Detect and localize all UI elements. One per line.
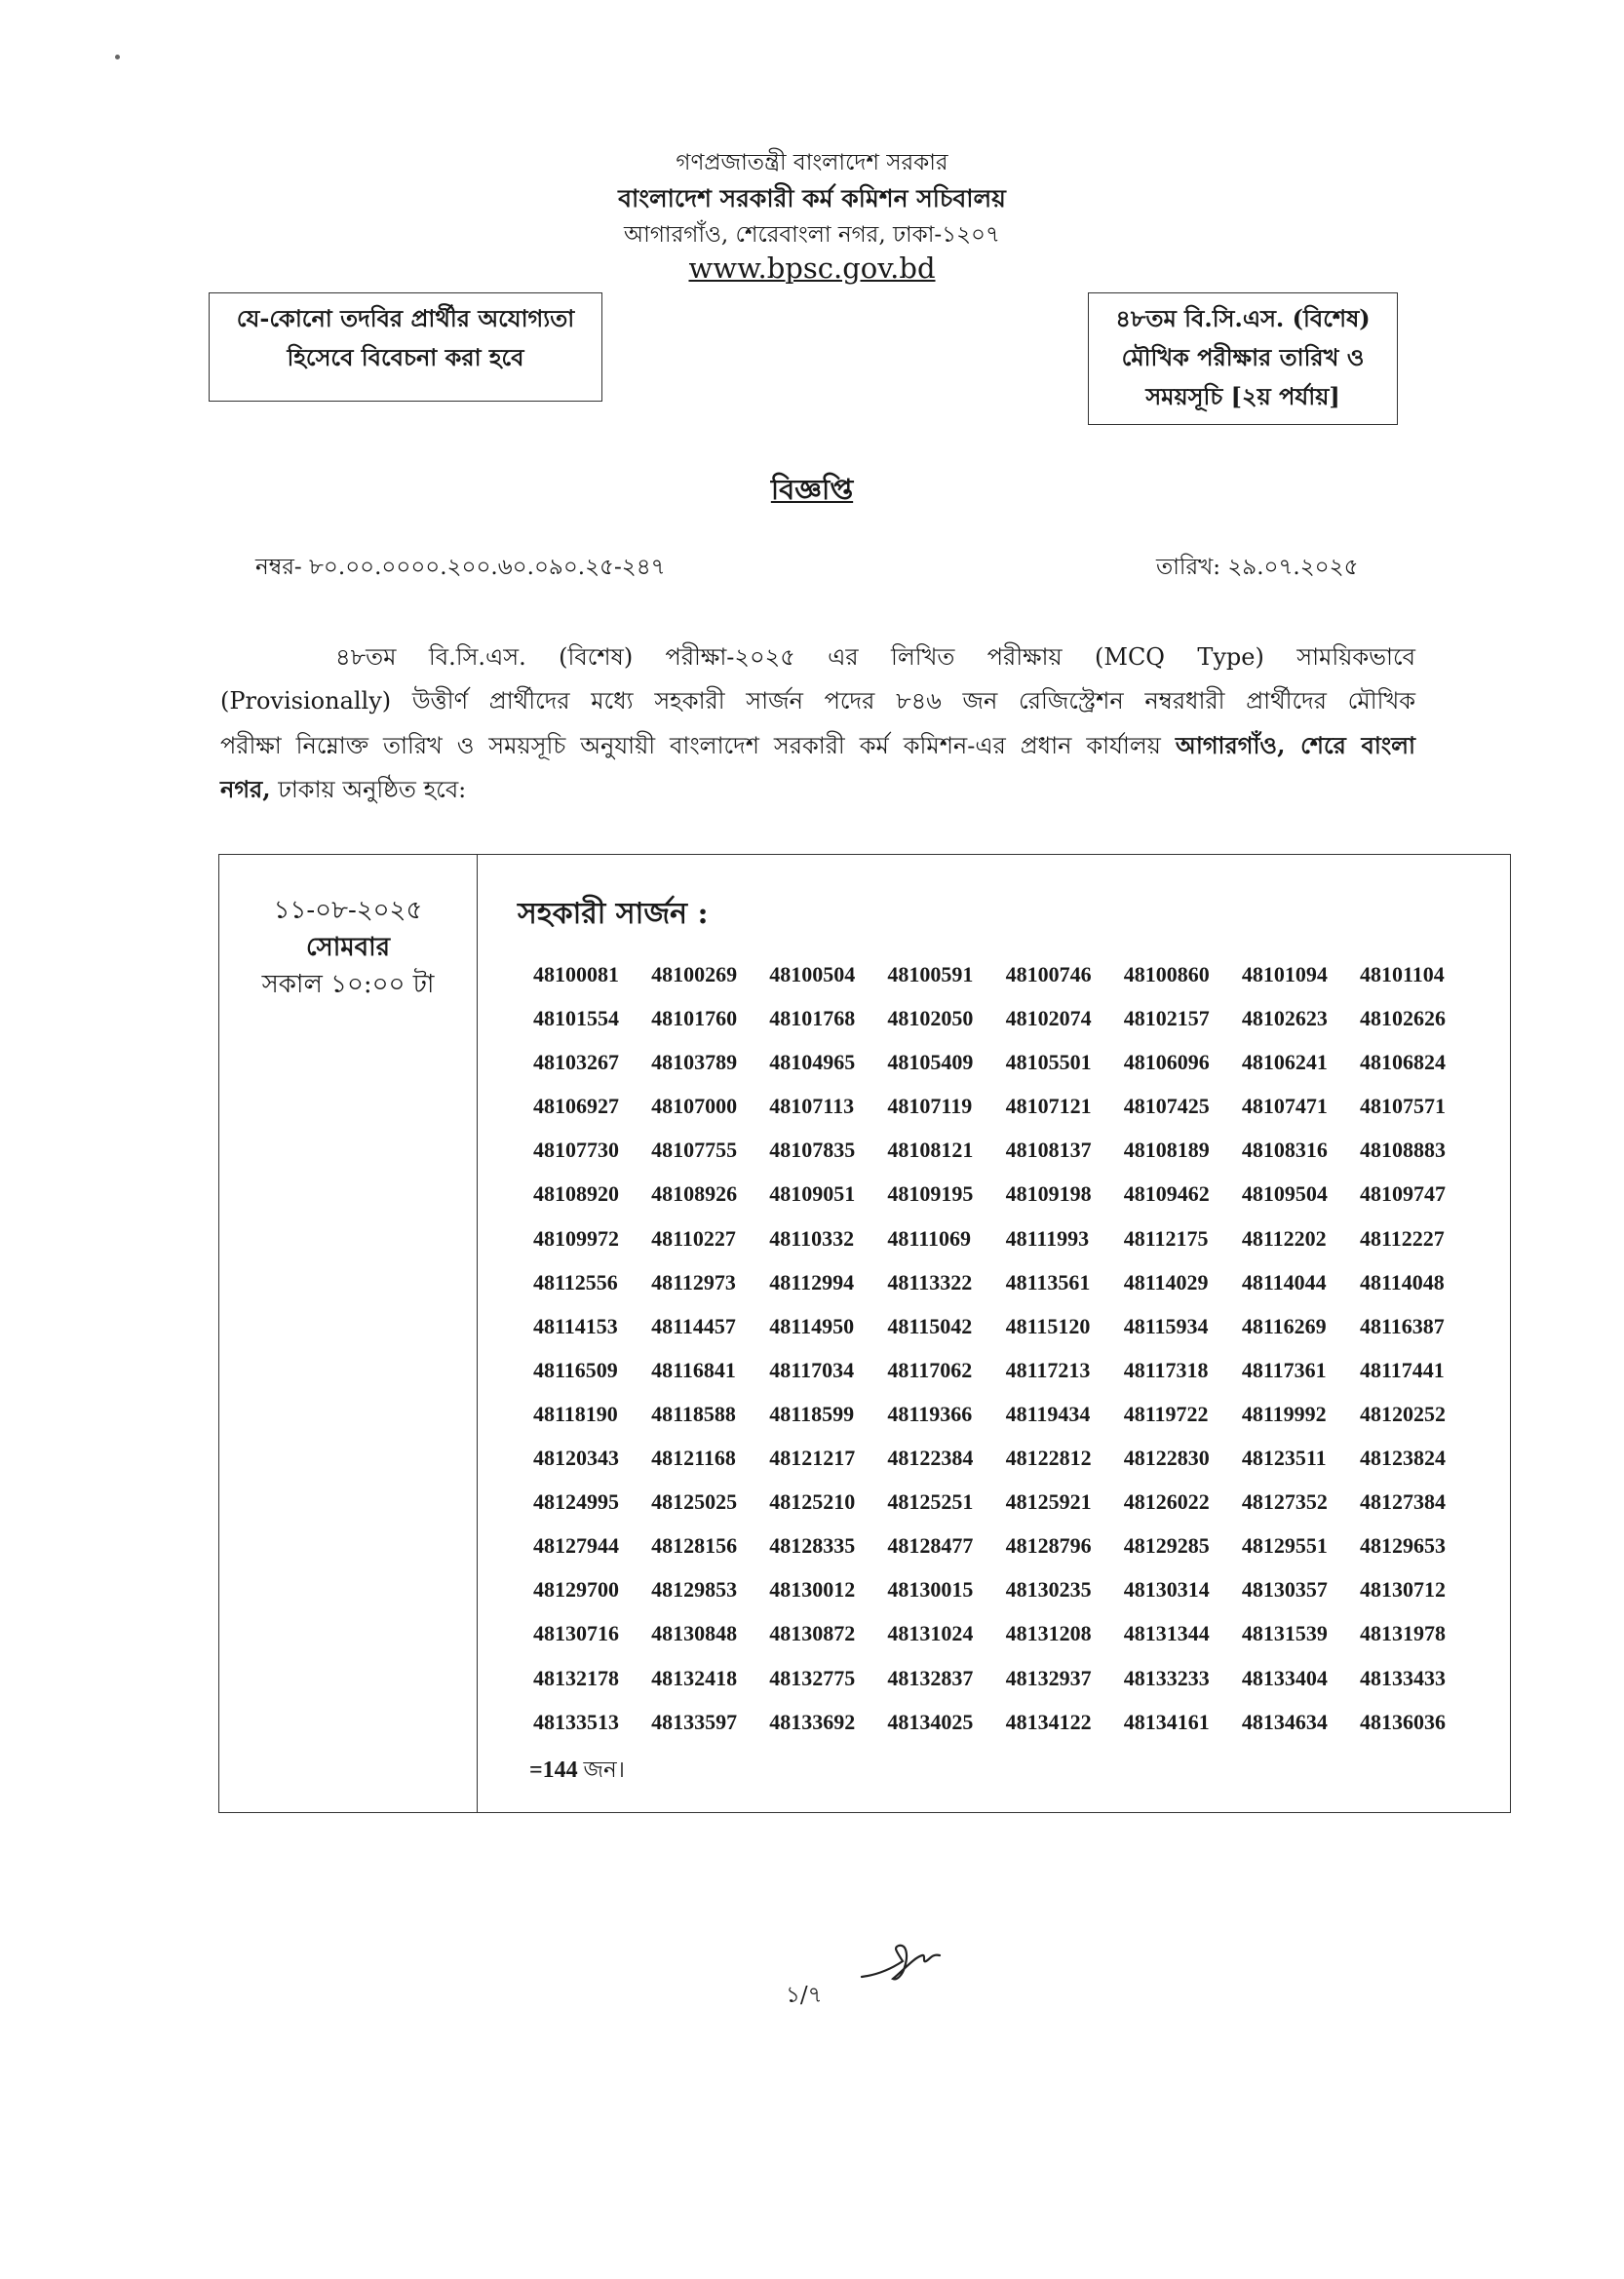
reg-number: 48113561	[1005, 1269, 1091, 1294]
reg-number: 48120252	[1359, 1401, 1446, 1426]
warning-line-1: যে-কোনো তদবির প্রার্থীর অযোগ্যতা	[236, 304, 575, 332]
reg-number-row	[533, 1392, 1473, 1436]
reg-number: 48125210	[769, 1489, 856, 1515]
reg-number: 48101554	[533, 1006, 619, 1031]
reg-number: 48133513	[533, 1709, 619, 1734]
reg-number: 48115934	[1123, 1313, 1209, 1338]
reg-number: 48109504	[1241, 1181, 1328, 1207]
reg-number: 48106241	[1241, 1050, 1328, 1075]
reg-number: 48130848	[651, 1621, 738, 1646]
reg-number: 48102157	[1123, 1006, 1210, 1031]
reg-number: 48133433	[1359, 1665, 1446, 1690]
reg-number-row	[533, 1524, 1473, 1567]
schedule-table	[218, 854, 1511, 1813]
reg-number: 48105501	[1005, 1050, 1092, 1075]
reg-number: 48108137	[1005, 1138, 1092, 1163]
reg-number: 48109972	[533, 1225, 619, 1251]
reg-number: 48127384	[1359, 1489, 1446, 1515]
reg-number: 48114950	[769, 1313, 855, 1338]
reg-number-row	[533, 1128, 1473, 1172]
reg-number: 48103789	[651, 1050, 738, 1075]
reg-number: 48134161	[1123, 1709, 1210, 1734]
reg-number-row	[533, 952, 1473, 996]
total-suffix: জন।	[583, 1758, 625, 1782]
schedule-cell	[219, 892, 477, 1003]
reg-number: 48107730	[533, 1138, 619, 1163]
reg-number: 48121217	[769, 1446, 856, 1471]
reg-number: 48111993	[1005, 1225, 1090, 1251]
reg-number: 48102626	[1359, 1006, 1446, 1031]
reg-number: 48123824	[1359, 1446, 1446, 1471]
reg-number: 48100081	[533, 962, 619, 986]
reg-number: 48109462	[1123, 1181, 1210, 1207]
reg-number-row	[533, 1480, 1473, 1524]
reg-number: 48106824	[1359, 1050, 1446, 1075]
reg-number: 48107000	[651, 1094, 738, 1119]
reg-number: 48117062	[887, 1357, 973, 1382]
paragraph-line-4-bold: নগর,	[220, 775, 271, 803]
reg-number: 48130712	[1359, 1577, 1446, 1603]
reg-number: 48107119	[887, 1094, 973, 1119]
reg-number: 48126022	[1123, 1489, 1210, 1515]
reg-number: 48107425	[1123, 1094, 1210, 1119]
reg-number: 48112175	[1123, 1225, 1209, 1251]
reg-number: 48100860	[1123, 962, 1210, 986]
reg-number: 48129551	[1241, 1533, 1328, 1559]
reg-number: 48128796	[1005, 1533, 1092, 1559]
notice-date: তারিখ: ২৯.০৭.২০২৫	[1156, 555, 1359, 580]
reg-number: 48117441	[1359, 1357, 1445, 1382]
reg-number: 48132837	[887, 1665, 974, 1690]
reg-number-row	[533, 1656, 1473, 1700]
paragraph-line-3	[220, 723, 1415, 767]
reg-number: 48101760	[651, 1006, 738, 1031]
reg-number: 48125251	[887, 1489, 974, 1515]
reg-number: 48134122	[1005, 1709, 1092, 1734]
reg-number: 48116841	[651, 1357, 736, 1382]
reg-number: 48112973	[651, 1269, 736, 1294]
warning-line-2: হিসেবে বিবেচনা করা হবে	[287, 343, 524, 371]
reg-number: 48117034	[769, 1357, 855, 1382]
reg-number: 48128335	[769, 1533, 856, 1559]
reg-number: 48101104	[1359, 962, 1445, 986]
reg-number: 48103267	[533, 1050, 619, 1075]
reg-number: 48125921	[1005, 1489, 1092, 1515]
reg-number: 48130872	[769, 1621, 856, 1646]
reg-number: 48130012	[769, 1577, 856, 1603]
reg-number: 48118190	[533, 1401, 618, 1426]
reg-number: 48105409	[887, 1050, 974, 1075]
notice-title: বিজ্ঞপ্তি	[770, 473, 854, 506]
schedule-time: সকাল ১০:০০ টা	[261, 970, 435, 999]
reg-number: 48111069	[887, 1225, 971, 1251]
reg-number: 48100591	[887, 962, 974, 986]
reg-number: 48117318	[1123, 1357, 1209, 1382]
reg-number: 48114029	[1123, 1269, 1209, 1294]
reg-number: 48112202	[1241, 1225, 1327, 1251]
notice-paragraph	[220, 636, 1415, 811]
reg-number: 48112994	[769, 1269, 855, 1294]
reg-number: 48102050	[887, 1006, 974, 1031]
reg-number: 48101094	[1241, 962, 1328, 986]
reg-number: 48114457	[651, 1313, 736, 1338]
reg-number: 48107571	[1359, 1094, 1446, 1119]
reg-number: 48114048	[1359, 1269, 1445, 1294]
reg-number: 48131539	[1241, 1621, 1328, 1646]
reg-number: 48133404	[1241, 1665, 1328, 1690]
website-link[interactable]: www.bpsc.gov.bd	[688, 251, 936, 285]
reg-number: 48132775	[769, 1665, 856, 1690]
reg-number: 48132937	[1005, 1665, 1092, 1690]
reg-number: 48125025	[651, 1489, 738, 1515]
reg-number: 48122812	[1005, 1446, 1092, 1471]
post-name: সহকারী সার্জন :	[518, 897, 709, 931]
paragraph-line-2: (Provisionally) উত্তীর্ণ প্রার্থীদের মধ্যে সহকারী সার্জন পদের ৮৪৬ জন রেজিস্ট্রেশন নম্বরধারী প্রার্থীদের মৌখিক	[220, 687, 1415, 715]
reg-number-row	[533, 1611, 1473, 1655]
paragraph-line-4-text: ঢাকায় অনুষ্ঠিত হবে:	[278, 776, 467, 803]
reg-number: 48115120	[1005, 1313, 1091, 1338]
reg-number: 48117361	[1241, 1357, 1327, 1382]
reg-number: 48128477	[887, 1533, 974, 1559]
reg-number: 48134634	[1241, 1709, 1328, 1734]
reg-number: 48124995	[533, 1489, 619, 1515]
reg-number: 48130357	[1241, 1577, 1328, 1603]
reg-number: 48116269	[1241, 1313, 1327, 1338]
reg-number-row	[533, 1040, 1473, 1084]
reg-number: 48107471	[1241, 1094, 1328, 1119]
paragraph-line-3-text: পরীক্ষা নিম্নোক্ত তারিখ ও সময়সূচি অনুযায়ী বাংলাদেশ সরকারী কর্ম কমিশন-এর প্রধান কার্যালয়	[220, 732, 1161, 759]
address: আগারগাঁও, শেরেবাংলা নগর, ঢাকা-১২০৭	[624, 222, 1000, 248]
registration-number-grid	[533, 952, 1473, 1744]
reg-number: 48127352	[1241, 1489, 1328, 1515]
reg-number-row	[533, 996, 1473, 1040]
signature	[858, 1938, 946, 1996]
reg-number: 48127944	[533, 1533, 619, 1559]
reference-number: নম্বর- ৮০.০০.০০০০.২০০.৬০.০৯০.২৫-২৪৭	[255, 555, 666, 580]
reg-number: 48119366	[887, 1401, 973, 1426]
reg-number: 48114044	[1241, 1269, 1327, 1294]
warning-box	[209, 292, 602, 402]
reg-number: 48119992	[1241, 1401, 1327, 1426]
reg-number: 48132178	[533, 1665, 619, 1690]
govt-name: গণপ্রজাতন্ত্রী বাংলাদেশ সরকার	[676, 150, 948, 175]
reg-number: 48122384	[887, 1446, 974, 1471]
reg-number: 48129700	[533, 1577, 619, 1603]
reg-number: 48108316	[1241, 1138, 1328, 1163]
reg-number-row	[533, 1217, 1473, 1260]
reg-number: 48116509	[533, 1357, 618, 1382]
reg-number: 48102623	[1241, 1006, 1328, 1031]
reg-number-row	[533, 1567, 1473, 1611]
reg-number: 48129853	[651, 1577, 738, 1603]
reg-number: 48117213	[1005, 1357, 1091, 1382]
reg-number: 48110227	[651, 1225, 736, 1251]
reg-number: 48106096	[1123, 1050, 1210, 1075]
reg-number: 48130235	[1005, 1577, 1092, 1603]
reg-number: 48116387	[1359, 1313, 1445, 1338]
reg-number: 48100746	[1005, 962, 1092, 986]
reg-number: 48102074	[1005, 1006, 1092, 1031]
reg-number: 48107113	[769, 1094, 855, 1119]
exam-info-line-1: ৪৮তম বি.সি.এস. (বিশেষ)	[1115, 304, 1371, 332]
reg-number: 48108121	[887, 1138, 974, 1163]
reg-number: 48113322	[887, 1269, 973, 1294]
reg-number: 48104965	[769, 1050, 856, 1075]
paragraph-line-4	[220, 767, 1415, 811]
reg-number: 48101768	[769, 1006, 856, 1031]
reg-number: 48129653	[1359, 1533, 1446, 1559]
reg-number: 48107835	[769, 1138, 856, 1163]
reg-number-row	[533, 1700, 1473, 1744]
reg-number-row	[533, 1348, 1473, 1392]
reg-number: 48109198	[1005, 1181, 1092, 1207]
reg-number: 48134025	[887, 1709, 974, 1734]
reg-number: 48118588	[651, 1401, 736, 1426]
exam-info-line-2: মৌখিক পরীক্ষার তারিখ ও	[1121, 343, 1365, 371]
reg-number: 48107755	[651, 1138, 738, 1163]
reg-number: 48112227	[1359, 1225, 1445, 1251]
reg-number: 48130015	[887, 1577, 974, 1603]
reg-number: 48131344	[1123, 1621, 1210, 1646]
reg-number: 48130314	[1123, 1577, 1210, 1603]
reg-number: 48118599	[769, 1401, 855, 1426]
reg-number: 48112556	[533, 1269, 618, 1294]
reg-number: 48120343	[533, 1446, 619, 1471]
reg-number: 48119722	[1123, 1401, 1209, 1426]
schedule-date: ১১-০৮-২০২৫	[273, 896, 423, 925]
reg-number: 48131208	[1005, 1621, 1092, 1646]
reg-number: 48114153	[533, 1313, 618, 1338]
reg-number: 48106927	[533, 1094, 619, 1119]
reg-number-row	[533, 1260, 1473, 1304]
exam-info-line-3: সময়সূচি [২য় পর্যায়]	[1145, 382, 1340, 410]
reg-number: 48109747	[1359, 1181, 1446, 1207]
reg-number: 48132418	[651, 1665, 738, 1690]
reg-number: 48133233	[1123, 1665, 1210, 1690]
reg-number: 48128156	[651, 1533, 738, 1559]
reg-number: 48115042	[887, 1313, 973, 1338]
reg-number: 48122830	[1123, 1446, 1210, 1471]
reg-number: 48133692	[769, 1709, 856, 1734]
reg-number: 48123511	[1241, 1446, 1327, 1471]
paragraph-line-3-bold: আগারগাঁও, শেরে বাংলা	[1175, 731, 1415, 759]
exam-info-box	[1088, 292, 1398, 425]
paragraph-line-1: ৪৮তম বি.সি.এস. (বিশেষ) পরীক্ষা-২০২৫ এর লিখিত পরীক্ষায় (MCQ Type) সাময়িকভাবে	[335, 643, 1415, 671]
page-number: ১/৭	[786, 1983, 823, 2008]
table-divider	[477, 855, 478, 1812]
reg-number: 48108189	[1123, 1138, 1210, 1163]
total-count: =144	[529, 1758, 578, 1783]
reg-number: 48109051	[769, 1181, 856, 1207]
reg-number: 48108883	[1359, 1138, 1446, 1163]
reg-number: 48129285	[1123, 1533, 1210, 1559]
candidate-total	[529, 1752, 625, 1790]
reg-number: 48100504	[769, 962, 856, 986]
reg-number: 48108926	[651, 1181, 738, 1207]
reg-number: 48131978	[1359, 1621, 1446, 1646]
schedule-day: সোমবার	[305, 933, 390, 962]
reg-number: 48110332	[769, 1225, 855, 1251]
reg-number: 48108920	[533, 1181, 619, 1207]
reg-number: 48136036	[1359, 1709, 1446, 1734]
reg-number: 48121168	[651, 1446, 736, 1471]
scan-speck	[115, 55, 120, 59]
reg-number: 48100269	[651, 962, 738, 986]
reg-number: 48109195	[887, 1181, 974, 1207]
reg-number: 48107121	[1005, 1094, 1092, 1119]
reg-number-row	[533, 1084, 1473, 1128]
reg-number: 48133597	[651, 1709, 738, 1734]
reg-number: 48119434	[1005, 1401, 1091, 1426]
reg-number: 48131024	[887, 1621, 974, 1646]
reg-number-row	[533, 1304, 1473, 1348]
reg-number: 48130716	[533, 1621, 619, 1646]
reg-number-row	[533, 1436, 1473, 1480]
reg-number-row	[533, 1172, 1473, 1216]
commission-name: বাংলাদেশ সরকারী কর্ম কমিশন সচিবালয়	[618, 184, 1006, 212]
